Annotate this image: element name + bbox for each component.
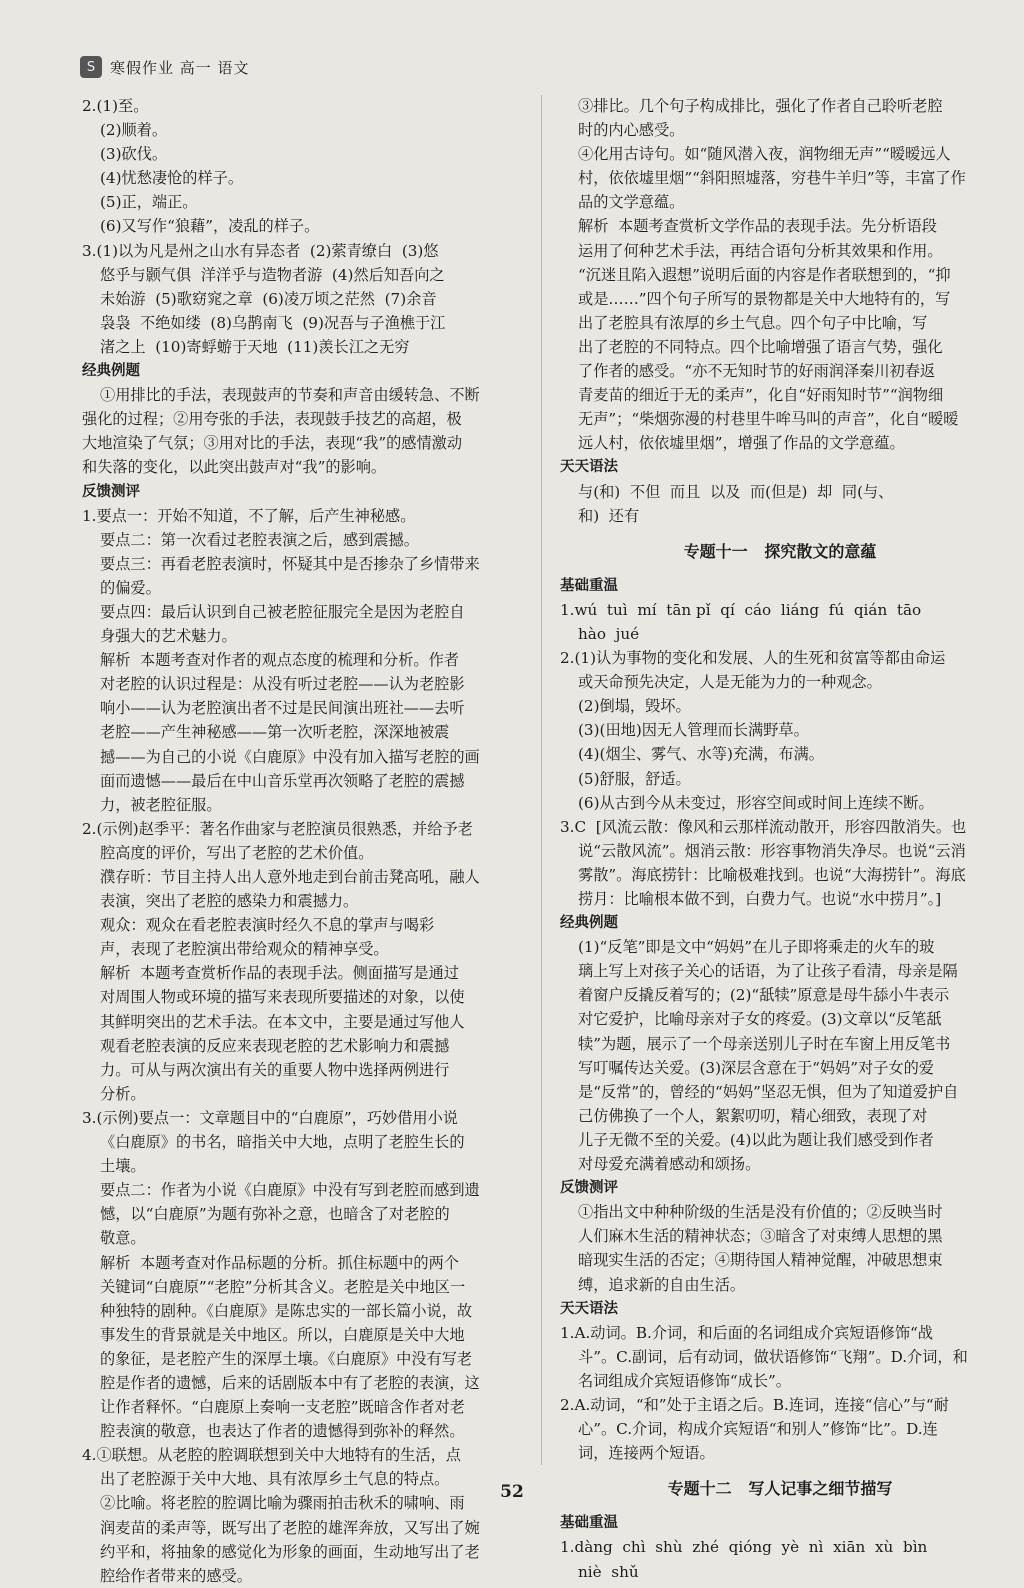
text-line: 对母爱充满着感动和颂扬。 bbox=[578, 1155, 761, 1174]
text-line: (5)舒服，舒适。 bbox=[578, 769, 691, 788]
text-line: (3)砍伐。 bbox=[100, 145, 168, 164]
text-line: 说“云散风流”。烟消云散：形容事物消失净尽。也说“云消 bbox=[578, 841, 966, 860]
text-line: 写叮嘱传达关爱。(3)深层含意在于“妈妈”对子女的爱 bbox=[578, 1058, 934, 1077]
text-line: 土壤。 bbox=[100, 1157, 146, 1176]
text-line: 解析 本题考查赏析文学作品的表现手法。先分析语段 bbox=[578, 217, 937, 236]
text-line: 雾散”。海底捞针：比喻极难找到。也说“大海捞针”。海底 bbox=[578, 865, 966, 884]
text-line: 出了老腔具有浓厚的乡土气息。四个句子中比喻，写 bbox=[578, 313, 928, 332]
text-line: 事发生的背景就是关中地区。所以，白鹿原是关中大地 bbox=[100, 1325, 465, 1344]
text-line: 渚之上 (10)寄蜉蝣于天地 (11)羡长江之无穷 bbox=[100, 337, 410, 356]
text-line: ①用排比的手法，表现鼓声的节奏和声音由缓转急、不断 bbox=[100, 386, 480, 405]
topic-title: 专题十一 探究散文的意蕴 bbox=[683, 541, 877, 561]
text-line: 敬意。 bbox=[100, 1229, 146, 1248]
text-line: 强化的过程；②用夸张的手法，表现鼓手技艺的高超，极 bbox=[82, 410, 462, 429]
text-line: 解析 本题考查对作者的观点态度的梳理和分析。作者 bbox=[100, 651, 459, 670]
text-line: 声，表现了老腔演出带给观众的精神享受。 bbox=[100, 940, 389, 959]
text-line: 腔给作者带来的感受。 bbox=[100, 1566, 252, 1585]
book-title: 寒假作业 高一 语文 bbox=[110, 58, 250, 77]
text-line: 老腔——产生神秘感——第一次听老腔，深深地被震 bbox=[100, 723, 450, 742]
text-line: 着窗户反撬反着写的；(2)“舐犊”原意是母牛舔小牛表示 bbox=[578, 986, 950, 1005]
section-heading: 经典例题 bbox=[560, 915, 618, 932]
text-line: 心”。C.介词，构成介宾短语“和别人”修饰“比”。D.连 bbox=[578, 1420, 938, 1439]
text-line: 1.A.动词。B.介词，和后面的名词组成介宾短语修饰“战 bbox=[560, 1323, 933, 1342]
text-line: 对周围人物或环境的描写来表现所要描述的对象，以使 bbox=[100, 988, 465, 1007]
text-line: 远人村，依依墟里烟”，增强了作品的文学意蕴。 bbox=[578, 434, 905, 453]
text-line: 关键词“白鹿原”“老腔”分析其含义。老腔是关中地区一 bbox=[100, 1277, 466, 1296]
text-line: 要点三：再看老腔表演时，怀疑其中是否掺杂了乡情带来 bbox=[100, 554, 480, 573]
text-line: 与(和) 不但 而且 以及 而(但是) 却 同(与、 bbox=[578, 482, 894, 501]
text-line: (1)“反笔”即是文中“妈妈”在儿子即将乘走的火车的玻 bbox=[578, 938, 935, 957]
text-line: 濮存昕：节目主持人出人意外地走到台前击凳高吼，融人 bbox=[100, 868, 480, 886]
text-line: 斗”。C.副词，后有动词，做状语修饰“飞翔”。D.介词，和 bbox=[578, 1347, 968, 1366]
text-line: 腔表演的敬意，也表达了作者的遗憾得到弥补的释然。 bbox=[100, 1422, 465, 1441]
text-line: 面而遗憾——最后在中山音乐堂再次领略了老腔的震撼 bbox=[100, 771, 465, 790]
text-line: 运用了何种艺术手法，再结合语句分析其效果和作用。 bbox=[578, 241, 943, 260]
text-line: 力，被老腔征服。 bbox=[100, 795, 222, 814]
text-line: (4)(烟尘、雾气、水等)充满，布满。 bbox=[578, 745, 824, 764]
text-line: 种独特的剧种。《白鹿原》是陈忠实的一部长篇小说，故 bbox=[100, 1301, 473, 1320]
text-line: 要点四：最后认识到自己被老腔征服完全是因为老腔自 bbox=[100, 602, 465, 621]
text-line: 璃上写上对孩子关心的话语，为了让孩子看清，母亲是隔 bbox=[578, 962, 958, 981]
page-number: 52 bbox=[500, 1482, 524, 1502]
text-line: 时的内心感受。 bbox=[578, 121, 685, 140]
text-line: 词，连接两个短语。 bbox=[578, 1444, 715, 1463]
text-line: 了作者的感受。“亦不无知时节的好雨润泽秦川初春返 bbox=[578, 362, 936, 381]
text-line: 解析 本题考查赏析作品的表现手法。侧面描写是通过 bbox=[100, 964, 459, 983]
section-heading: 基础重温 bbox=[560, 577, 618, 594]
text-line: 润麦苗的柔声等，既写出了老腔的雄浑奔放，又写出了婉 bbox=[100, 1518, 480, 1537]
text-line: 和) 还有 bbox=[578, 506, 640, 525]
text-line: 未始游 (5)歌窈窕之章 (6)凌万顷之茫然 (7)余音 bbox=[100, 289, 437, 308]
text-line: 腔高度的评价，写出了老腔的艺术价值。 bbox=[100, 843, 374, 862]
text-line: “沉迷且陷入遐想”说明后面的内容是作者联想到的，“抑 bbox=[578, 265, 951, 284]
text-line: 2.(1)认为事物的变化和发展、人的生死和贫富等都由命运 bbox=[560, 649, 946, 668]
text-line: (2)倒塌，毁坏。 bbox=[578, 697, 691, 716]
text-line: 人们麻木生活的精神状态；③暗含了对束缚人思想的黑 bbox=[578, 1227, 943, 1246]
text-line: 约平和，将抽象的感觉化为形象的画面，生动地写出了老 bbox=[100, 1542, 480, 1561]
section-heading: 基础重温 bbox=[560, 1515, 618, 1532]
text-line: 要点二：作者为小说《白鹿原》中没有写到老腔而感到遗 bbox=[100, 1181, 480, 1200]
text-line: 出了老腔源于关中大地、具有浓厚乡土气息的特点。 bbox=[100, 1470, 450, 1489]
column-divider bbox=[541, 95, 542, 1465]
text-line: 青麦苗的细近于无的柔声”，化自“好雨知时节”“润物细 bbox=[578, 386, 944, 405]
text-line: 出了老腔的不同特点。四个比喻增强了语言气势，强化 bbox=[578, 337, 943, 356]
text-line: 力。可从与两次演出有关的重要人物中选择两例进行 bbox=[100, 1060, 450, 1079]
text-line: 观众：观众在看老腔表演时经久不息的掌声与喝彩 bbox=[100, 916, 435, 935]
brand-logo-icon: S bbox=[80, 56, 102, 78]
text-line: 腔是作者的遗憾，后来的话剧版本中有了老腔的表演，这 bbox=[100, 1373, 480, 1392]
section-heading: 经典例题 bbox=[82, 363, 140, 380]
text-line: 犊”为题，展示了一个母亲送别儿子时在车窗上用反笔书 bbox=[578, 1034, 951, 1053]
text-line: 观看老腔表演的反应来表现老腔的艺术影响力和震撼 bbox=[100, 1036, 450, 1055]
text-line: 袅袅 不绝如缕 (8)乌鹊南飞 (9)况吾与子渔樵于江 bbox=[100, 313, 446, 332]
text-line: ②比喻。将老腔的腔调比喻为骤雨拍击秋禾的啸响、雨 bbox=[100, 1494, 465, 1513]
section-heading: 反馈测评 bbox=[560, 1180, 618, 1197]
text-line: 大地渲染了气氛；③用对比的手法，表现“我”的感情激动 bbox=[82, 434, 463, 453]
text-line: 对老腔的认识过程是：从没有听过老腔——认为老腔影 bbox=[100, 675, 465, 694]
text-line: 暗现实生活的否定；④期待国人精神觉醒，冲破思想束 bbox=[578, 1251, 943, 1270]
text-line: (6)又写作“狼藉”，凌乱的样子。 bbox=[100, 217, 320, 236]
text-line: 分析。 bbox=[100, 1084, 146, 1103]
text-line: 解析 本题考查对作品标题的分析。抓住标题中的两个 bbox=[100, 1253, 459, 1272]
text-line: (2)顺着。 bbox=[100, 121, 168, 140]
text-line: 要点二：第一次看过老腔表演之后，感到震撼。 bbox=[100, 530, 419, 549]
right-column bbox=[560, 94, 1000, 1584]
text-line: 3.(示例)要点一：文章题目中的“白鹿原”，巧妙借用小说 bbox=[82, 1108, 458, 1127]
text-line: 响小——认为老腔演出者不过是民间演出班社——去听 bbox=[100, 699, 465, 718]
text-line: hào jué bbox=[578, 624, 640, 643]
text-line: 2.A.动词，“和”处于主语之后。B.连词，连接“信心”与“耐 bbox=[560, 1395, 949, 1414]
text-line: 表演，突出了老腔的感染力和震撼力。 bbox=[100, 892, 359, 911]
text-line: 1.要点一：开始不知道，不了解，后产生神秘感。 bbox=[82, 506, 416, 525]
text-line: 2.(1)至。 bbox=[82, 97, 149, 115]
text-line: 3.C [风流云散：像风和云那样流动散开，形容四散消失。也 bbox=[560, 817, 967, 836]
text-line: 的象征，是老腔产生的深厚土壤。《白鹿原》中没有写老 bbox=[100, 1349, 473, 1368]
text-line: niè shǔ bbox=[578, 1562, 639, 1581]
text-line: 品的文学意蕴。 bbox=[578, 193, 685, 212]
text-line: 悠乎与颢气俱 洋洋乎与造物者游 (4)然后知吾向之 bbox=[100, 265, 445, 284]
topic-title: 专题十二 写人记事之细节描写 bbox=[667, 1479, 893, 1499]
text-line: 和失落的变化，以此突出鼓声对“我”的影响。 bbox=[82, 458, 387, 477]
text-line: 是“反常”的，曾经的“妈妈”坚忍无惧，但为了知道爱护自 bbox=[578, 1082, 959, 1101]
section-heading: 反馈测评 bbox=[82, 483, 140, 500]
text-line: 让作者释怀。“白鹿原上奏响一支老腔”既暗含作者对老 bbox=[100, 1398, 465, 1417]
text-line: 的偏爱。 bbox=[100, 578, 161, 597]
text-line: 1.dàng chì shù zhé qióng yè nì xiān xù bìn bbox=[560, 1538, 928, 1557]
text-line: 儿子无微不至的关爱。(4)以此为题让我们感受到作者 bbox=[578, 1130, 934, 1149]
text-line: 4.①联想。从老腔的腔调联想到关中大地特有的生活，点 bbox=[82, 1446, 461, 1465]
text-line: 《白鹿原》的书名，暗指关中大地，点明了老腔生长的 bbox=[100, 1133, 465, 1152]
text-line: 无声”；“柴烟弥漫的村巷里牛哞马叫的声音”，化自“暧暧 bbox=[578, 410, 959, 429]
text-line: (6)从古到今从未变过，形容空间或时间上连续不断。 bbox=[578, 793, 934, 812]
text-line: 其鲜明突出的艺术手法。在本文中，主要是通过写他人 bbox=[100, 1012, 465, 1031]
text-line: ③排比。几个句子构成排比，强化了作者自己聆听老腔 bbox=[578, 97, 943, 115]
text-line: 己仿佛换了一个人，絮絮叨叨，精心细致，表现了对 bbox=[578, 1106, 928, 1125]
page-header bbox=[80, 56, 250, 78]
text-line: ①指出文中种种阶级的生活是没有价值的；②反映当时 bbox=[578, 1203, 943, 1222]
text-line: 对它爱护，比喻母亲对子女的疼爱。(3)文章以“反笔舐 bbox=[578, 1010, 942, 1029]
text-line: 憾，以“白鹿原”为题有弥补之意，也暗含了对老腔的 bbox=[100, 1205, 450, 1224]
text-line: ④化用古诗句。如“随风潜入夜，润物细无声”“暧暧远人 bbox=[578, 145, 951, 164]
text-line: 或是……”四个句子所写的景物都是关中大地特有的，写 bbox=[578, 289, 951, 308]
section-heading: 天天语法 bbox=[560, 1300, 618, 1317]
text-line: 缚，追求新的自由生活。 bbox=[578, 1275, 746, 1294]
left-column bbox=[82, 94, 522, 1588]
text-line: 或天命预先决定，人是无能为力的一种观念。 bbox=[578, 673, 882, 692]
section-heading: 天天语法 bbox=[560, 459, 618, 476]
text-line: 撼——为自己的小说《白鹿原》中没有加入描写老腔的画 bbox=[100, 747, 480, 766]
text-line: 1.wú tuì mí tān pǐ qí cáo liáng fú qián tāo bbox=[560, 600, 922, 619]
text-line: 3.(1)以为凡是州之山水有异态者 (2)萦青缭白 (3)悠 bbox=[82, 241, 439, 260]
text-line: 2.(示例)赵季平：著名作曲家与老腔演员很熟悉，并给予老 bbox=[82, 819, 473, 838]
text-line: (4)忧愁凄怆的样子。 bbox=[100, 169, 244, 188]
text-line: (5)正，端正。 bbox=[100, 193, 198, 212]
text-line: (3)(田地)因无人管理而长满野草。 bbox=[578, 721, 809, 740]
text-line: 名词组成介宾短语修饰“成长”。 bbox=[578, 1371, 791, 1390]
text-line: 捞月：比喻根本做不到，白费力气。也说“水中捞月”。] bbox=[578, 890, 942, 908]
text-line: 村，依依墟里烟”“斜阳照墟落，穷巷牛羊归”等，丰富了作 bbox=[578, 169, 966, 188]
text-line: 身强大的艺术魅力。 bbox=[100, 627, 237, 646]
